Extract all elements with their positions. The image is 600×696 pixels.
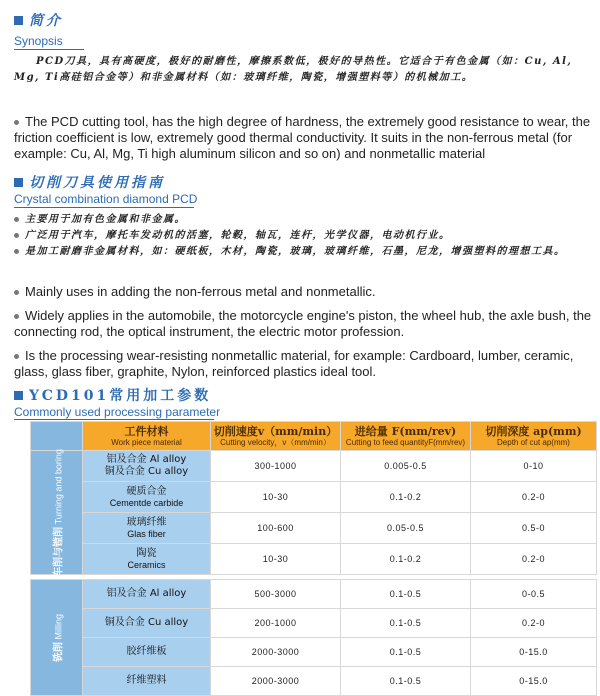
synopsis-text-en-body: The PCD cutting tool, has the high degree of hardness, the extremely good resistance to wear, the friction coefficient is low, extremely good thermal conductivity. It suits in the non-ferrous metal (for example: Cu, Al, Mg, Ti high aluminum silicon and so on) and nonmetallic material — [14, 114, 591, 161]
material-en: 铜及合金 Cu alloy — [104, 466, 189, 477]
feed-cell: 0.1-0.5 — [341, 580, 471, 609]
guide-cn-item-text: 主要用于加有色金属和非金属。 — [25, 214, 186, 225]
material-cell — [83, 513, 211, 544]
group-turning-label-text — [49, 449, 64, 577]
feed-cell: 0.1-0.2 — [341, 482, 471, 513]
guide-cn-item-text: 广泛用于汽车，摩托车发动机的活塞，轮毂，轴瓦，连杆，光学仪器，电动机行业。 — [25, 230, 451, 241]
guide-underline — [14, 207, 194, 208]
bullet-icon — [14, 217, 19, 222]
depth-cell: 0.5-0 — [471, 513, 597, 544]
guide-en-item-text: Is the processing wear-resisting nonmetallic material, for example: Cardboard, lumber, ceramic, glass, glass fiber, graphite, Nylon, reinforced plastics ideal tool. — [14, 348, 574, 379]
group-turning-label-en: Turning and boring — [53, 448, 63, 524]
material-cn: 铝及合金 Al alloy — [106, 454, 187, 465]
depth-cell: 0.2-0 — [471, 544, 597, 575]
group-turning-label-cn: 车削与镗削 — [53, 526, 64, 577]
material-cell — [83, 638, 211, 667]
guide-cn-list — [14, 212, 594, 260]
guide-heading — [14, 172, 165, 192]
bullet-icon — [14, 290, 19, 295]
header-feed-cn: 进给量 F(mm/rev) — [354, 424, 457, 438]
guide-cn-item-text: 是加工耐磨非金属材料，如：硬纸板，木材，陶瓷，玻璃，玻璃纤维，石墨，尼龙，增强塑料的理想工具。 — [25, 246, 566, 257]
depth-cell: 0.2-0 — [471, 482, 597, 513]
feed-cell: 0.005-0.5 — [341, 451, 471, 482]
velocity-cell: 2000-3000 — [211, 667, 341, 696]
header-feed — [341, 422, 471, 451]
header-material — [83, 422, 211, 451]
feed-cell: 0.1-0.5 — [341, 609, 471, 638]
table-row — [31, 513, 597, 544]
group-milling-label — [31, 580, 83, 696]
header-material-en: Work piece material — [111, 437, 182, 447]
material-cell — [83, 482, 211, 513]
guide-en-item — [14, 348, 594, 380]
group-milling-label-text — [49, 613, 64, 661]
velocity-cell: 300-1000 — [211, 451, 341, 482]
synopsis-text-cn-body: PCD刀具，具有高硬度，极好的耐磨性，摩擦系数低，极好的导热性。它适合于有色金属（如：Cu, Al, Mg, Ti高硅铝合金等）和非金属材料（如：玻璃纤维，陶瓷，增强塑料等）的机械加工。 — [14, 56, 573, 83]
guide-cn-item — [14, 212, 594, 228]
guide-en-item — [14, 308, 594, 340]
depth-cell: 0.2-0 — [471, 609, 597, 638]
group-milling-label-en: Milling — [53, 613, 63, 639]
depth-cell: 0-10 — [471, 451, 597, 482]
header-depth — [471, 422, 597, 451]
table-row — [31, 544, 597, 575]
material-cell — [83, 544, 211, 575]
header-depth-cn: 切削深度 ap(mm) — [485, 424, 582, 438]
header-feed-en: Cutting to feed quantityF(mm/rev) — [345, 437, 466, 447]
guide-en-item-text: Widely applies in the automobile, the motorcycle engine's piston, the wheel hub, the axle bush, the connecting rod, the optical instrument, the electric motor profession. — [14, 308, 592, 339]
material-cn: 硬质合金 — [126, 485, 167, 497]
material-en: Ceramics — [127, 559, 166, 570]
table-row — [31, 609, 597, 638]
synopsis-underline — [14, 49, 84, 50]
material-cn: 胶纤维板 — [126, 646, 167, 657]
guide-cn-item — [14, 244, 594, 260]
group-turning-label — [31, 448, 83, 577]
bullet-icon — [14, 249, 19, 254]
table-row — [31, 580, 597, 609]
feed-cell: 0.1-0.5 — [341, 667, 471, 696]
velocity-cell: 2000-3000 — [211, 638, 341, 667]
material-cell — [83, 580, 211, 609]
material-cell — [83, 451, 211, 482]
table-header-row — [31, 422, 597, 451]
heading-square-icon — [14, 391, 23, 400]
velocity-cell: 10-30 — [211, 544, 341, 575]
header-velocity-cn: 切削速度v（mm/min） — [213, 424, 338, 438]
material-en: Glas fiber — [127, 528, 166, 539]
table-row — [31, 638, 597, 667]
params-table — [30, 421, 597, 696]
synopsis-heading-cn: 简介 — [29, 13, 63, 29]
header-material-cn: 工件材料 — [124, 424, 169, 438]
guide-en-item — [14, 284, 594, 300]
heading-square-icon — [14, 178, 23, 187]
material-cn: 陶瓷 — [136, 547, 157, 559]
header-corner — [31, 422, 83, 451]
feed-cell: 0.05-0.5 — [341, 513, 471, 544]
params-heading — [14, 385, 211, 405]
params-heading-cn: YCD101常用加工参数 — [29, 388, 212, 404]
guide-en-item-text: Mainly uses in adding the non-ferrous metal and nonmetallic. — [25, 284, 376, 299]
synopsis-heading-en: Synopsis — [14, 34, 63, 48]
bullet-icon — [14, 354, 19, 359]
bullet-icon — [14, 314, 19, 319]
velocity-cell: 500-3000 — [211, 580, 341, 609]
material-cn: 铝及合金 Al alloy — [106, 588, 187, 599]
guide-en-list — [14, 284, 594, 380]
velocity-cell: 100-600 — [211, 513, 341, 544]
material-cn: 玻璃纤维 — [126, 516, 167, 528]
header-depth-en: Depth of cut ap(mm) — [497, 437, 570, 447]
guide-cn-item — [14, 228, 594, 244]
guide-heading-en: Crystal combination diamond PCD — [14, 192, 198, 206]
material-cell — [83, 609, 211, 638]
params-underline — [14, 419, 214, 420]
material-en: Cementde carbide — [109, 497, 184, 508]
velocity-cell: 200-1000 — [211, 609, 341, 638]
synopsis-text-en — [14, 114, 594, 162]
bullet-icon — [14, 120, 19, 125]
header-velocity-en: Cutting velocity，v（mm/min） — [220, 437, 331, 447]
bullet-icon — [14, 233, 19, 238]
depth-cell: 0-15.0 — [471, 667, 597, 696]
header-velocity — [211, 422, 341, 451]
depth-cell: 0-0.5 — [471, 580, 597, 609]
table-row — [31, 667, 597, 696]
heading-square-icon — [14, 16, 23, 25]
table-row — [31, 451, 597, 482]
table-row — [31, 482, 597, 513]
synopsis-heading — [14, 10, 63, 30]
material-cell — [83, 667, 211, 696]
feed-cell: 0.1-0.2 — [341, 544, 471, 575]
params-heading-en: Commonly used processing parameter — [14, 405, 221, 419]
feed-cell: 0.1-0.5 — [341, 638, 471, 667]
material-cn: 铜及合金 Cu alloy — [104, 617, 189, 628]
depth-cell: 0-15.0 — [471, 638, 597, 667]
group-milling-label-cn: 铣削 — [53, 641, 64, 662]
velocity-cell: 10-30 — [211, 482, 341, 513]
synopsis-text-cn — [14, 54, 586, 86]
material-cn: 纤维塑料 — [126, 675, 167, 686]
guide-heading-cn: 切削刀具使用指南 — [29, 175, 165, 191]
